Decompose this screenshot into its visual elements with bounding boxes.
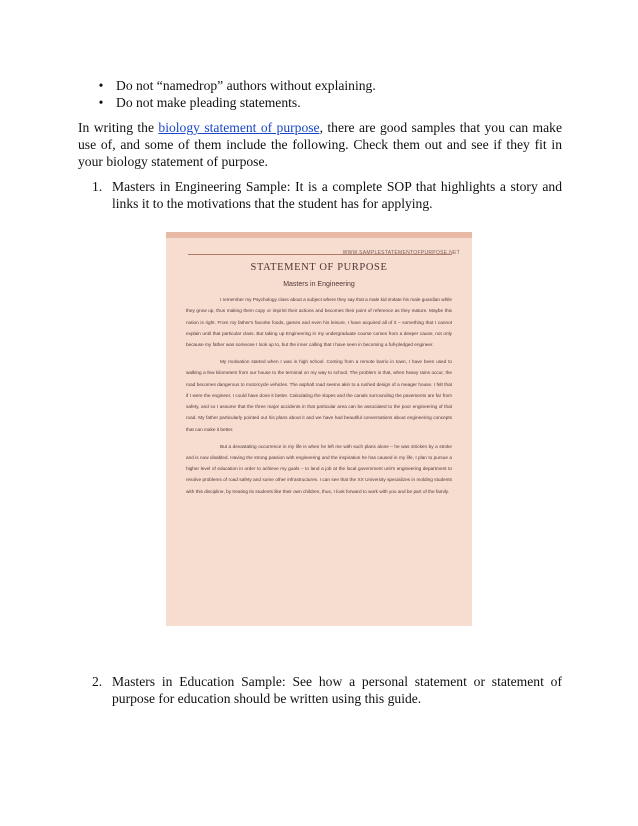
item-number: 1. bbox=[92, 179, 103, 194]
sample-subtitle: Masters in Engineering bbox=[283, 281, 355, 288]
biology-sop-link[interactable]: biology statement of purpose bbox=[158, 120, 320, 135]
numbered-item-1 bbox=[92, 178, 562, 212]
bullet-icon: • bbox=[98, 78, 104, 93]
sample-header-rule bbox=[188, 254, 452, 255]
item-text: Masters in Engineering Sample: It is a complete SOP that highlights a story and links it to the motivations that the student has for applying. bbox=[112, 179, 562, 211]
item-number: 2. bbox=[92, 674, 103, 689]
sample-paragraph: But a devastating occurrence in my life is when he left me with such plans alone – he was stricken by a stroke and is now disabled. Having the strong passion with engineering and the inspiration he has caused in my life, I plan to pursue a higher level of education in order to achieve my goals – to land a job at the local government unit's engineering department to resolve problems of road safety and some other infrastructures. I can see that the XX University specializes in molding students with this discipline, by treating its students like their own children, thus, I look forward to work with you and be part of the family. bbox=[186, 443, 452, 494]
bullet-text: Do not “namedrop” authors without explaining. bbox=[116, 78, 376, 93]
sample-body bbox=[186, 294, 452, 503]
image-top-band bbox=[166, 232, 472, 238]
bullet-list bbox=[96, 77, 576, 111]
sample-paragraph: I remember my Psychology class about a subject where they say that a male kid imitate his male guardian while they grow up, thus making them copy or imprint their actions and becomes their point of reference as they mature. Maybe this notion is right. From my father's favorite foods, games and even his leisure, I have acquired all of it – something that I cannot explain until that particular class. But taking up Engineering in my undergraduate course comes from a deeper cause, not only because my father was someone I look up to, but the inner calling that I have seen in becoming a full-pledged engineer. bbox=[186, 297, 452, 348]
sample-paragraph: My motivation started when I was in high school. Coming from a remote barrio in town, I have been used to walking a few kilometers from our house to the terminal on my way to school. The problem is that, when heavy rains occur, the road becomes dangerous to motorcycle vehicles. The asphalt road seems akin to a rushed design of a meager house. I felt that if I were the engineer, I could have done it better. Calculating the slopes and the canals surrounding the pavements are far from safety, and so I assume that the three major accidents in that particular area can be associated to the poor engineering of that road. My father particularly pointed out his plans about it and we have had beautiful conversations about engineering concepts that can make it better. bbox=[186, 358, 452, 432]
bullet-text: Do not make pleading statements. bbox=[116, 95, 301, 110]
bullet-item bbox=[96, 77, 576, 94]
sample-title: STATEMENT OF PURPOSE bbox=[250, 262, 388, 273]
intro-text-before: In writing the bbox=[78, 120, 159, 135]
sop-sample-image bbox=[166, 232, 472, 626]
item-text: Masters in Education Sample: See how a personal statement or statement of purpose for education should be written using this guide. bbox=[112, 674, 562, 706]
numbered-item-2 bbox=[92, 673, 562, 707]
bullet-icon: • bbox=[98, 95, 104, 110]
bullet-item bbox=[96, 94, 576, 111]
intro-paragraph bbox=[78, 119, 562, 170]
intro-text-after: , there are good samples that you can make use of, and some of them include the following. Check them out and see if they fit in your biology statement of purpose. bbox=[78, 120, 562, 169]
sample-site-url: WWW.SAMPLESTATEMENTOFPURPOSE.NET bbox=[342, 250, 460, 256]
